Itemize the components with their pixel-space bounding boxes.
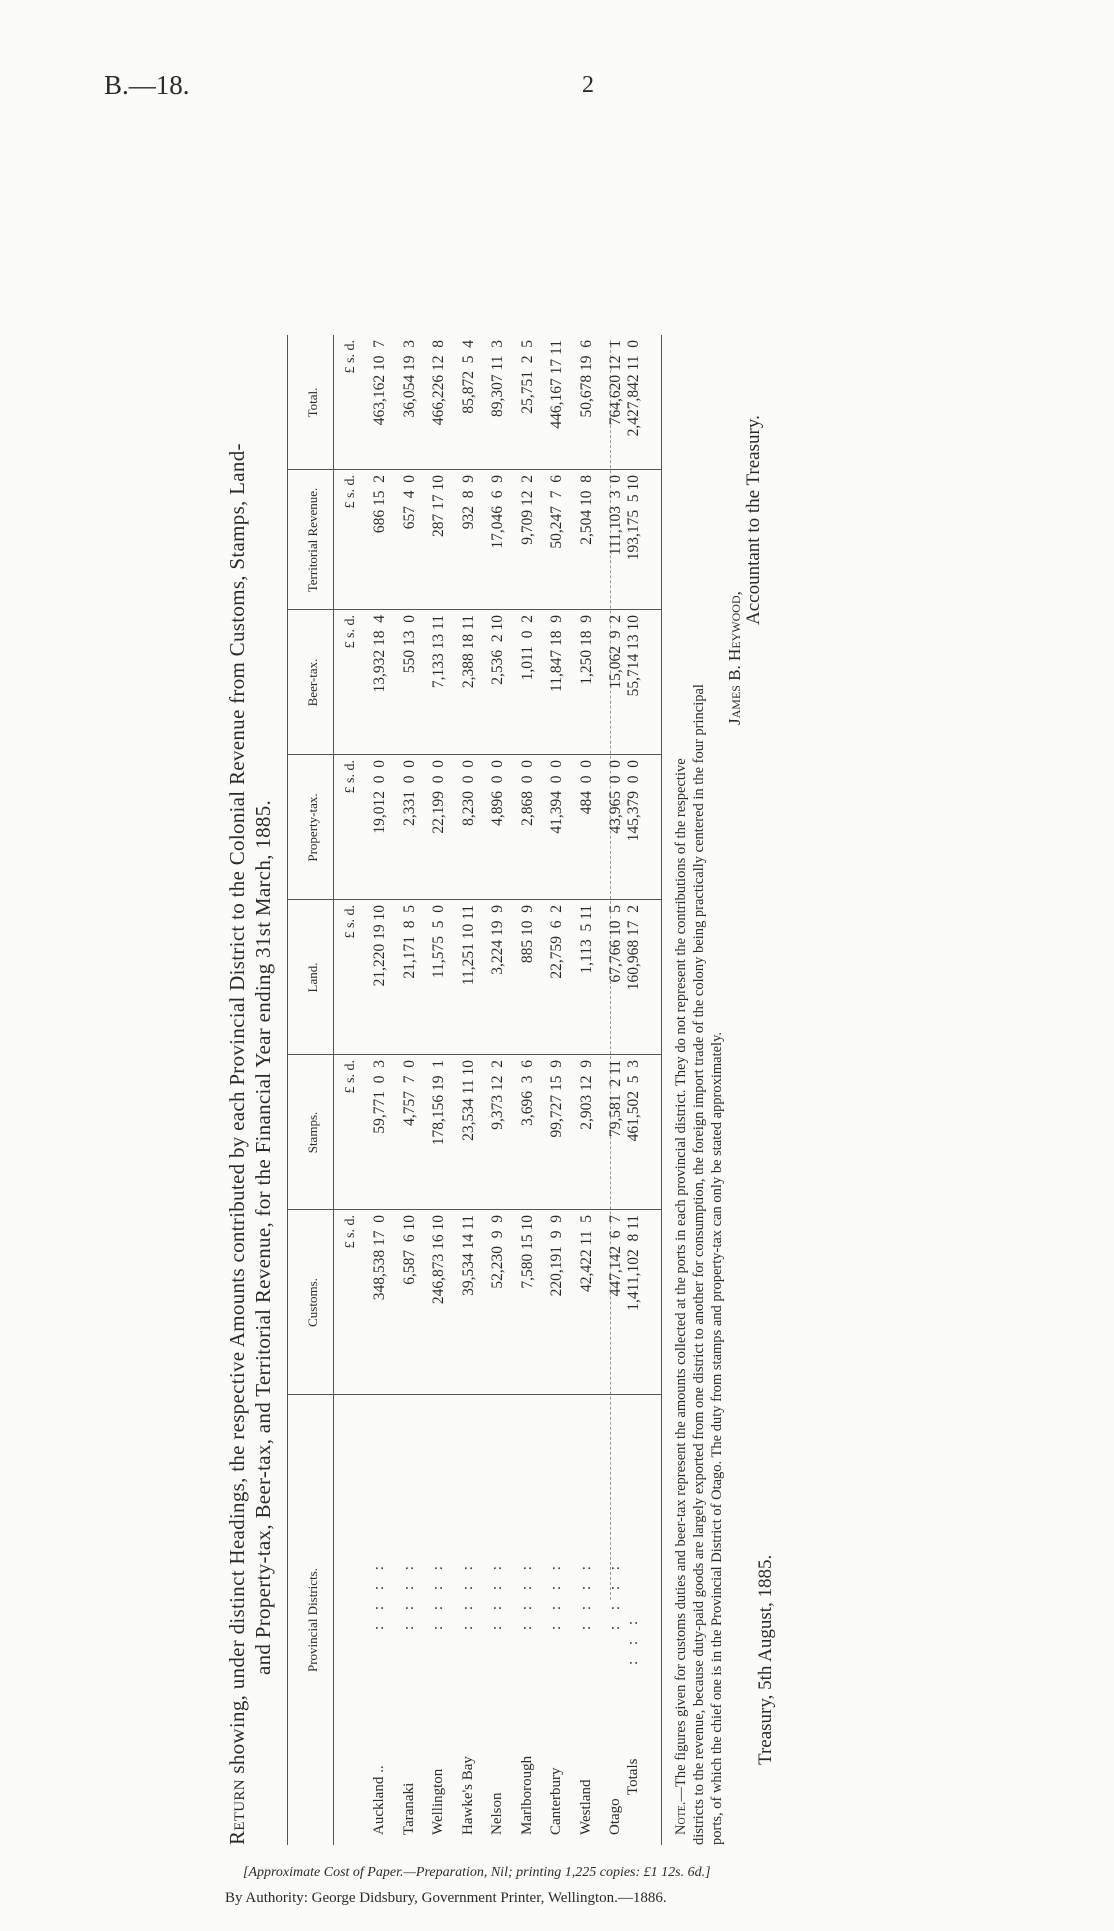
- table-cell: 4,757 7 0: [400, 1060, 418, 1126]
- signature-name: [725, 591, 745, 725]
- table-cell: 484 0 0: [577, 760, 595, 815]
- table-cell: 9,373 12 2: [489, 1060, 506, 1130]
- totals-cell: 160,968 17 2: [625, 905, 642, 991]
- district-name: Otago: [607, 1798, 623, 1835]
- note-line-2: districts to the revenue, because duty-paid goods are largely exported from one district to another for consumption, the foreign import trade of the colony being practically centered in the four principal: [691, 684, 707, 1845]
- table-cell: 220,191 9 9: [548, 1215, 565, 1297]
- table-top-rule: [287, 335, 288, 1845]
- leader-dots: : : :: [625, 1614, 641, 1665]
- page-number: 2: [582, 72, 594, 98]
- col-header-territorial: Territorial Revenue.: [305, 487, 320, 593]
- table-cell: 99,727 15 9: [548, 1060, 565, 1138]
- table-cell: 2,536 2 10: [489, 615, 506, 685]
- district-name: Marlborough: [518, 1755, 535, 1835]
- table-cell: 1,011 0 2: [518, 615, 536, 681]
- signature-name-text: James B. Heywood,: [725, 591, 744, 725]
- table-cell: 8,230 0 0: [459, 760, 477, 826]
- table-cell: 85,872 5 4: [459, 340, 477, 414]
- district-name: Canterbury: [548, 1767, 564, 1835]
- col-header-land: Land.: [305, 962, 320, 993]
- table-cell: 3,696 3 6: [518, 1060, 536, 1126]
- table-cell: 2,504 10 8: [577, 475, 595, 545]
- table-cell: 2,388 18 11: [459, 615, 477, 689]
- col-divider-1: [287, 1394, 661, 1395]
- table-cell: 2,331 0 0: [400, 760, 418, 826]
- table-cell: 1,250 18 9: [577, 615, 595, 685]
- unit-label: £ s. d.: [343, 760, 358, 794]
- district-name: Wellington: [430, 1768, 446, 1835]
- table-cell: 447,142 6 7: [607, 1215, 624, 1297]
- totals-cell: 145,379 0 0: [625, 760, 642, 842]
- table-cell: 23,534 11 10: [459, 1060, 477, 1141]
- totals-cell: 55,714 13 10: [625, 615, 642, 697]
- table-cell: 41,394 0 0: [548, 760, 565, 834]
- title-line-1-text: showing, under distinct Headings, the respective Amounts contributed by each Provincial District to the Colonial Revenue from Customs, Stamps, Land-: [225, 443, 249, 1780]
- table-cell: 2,868 0 0: [518, 760, 536, 826]
- district-name: Hawke's Bay: [459, 1756, 476, 1835]
- table-cell: 4,896 0 0: [489, 760, 506, 826]
- table-cell: 39,534 14 11: [459, 1215, 477, 1296]
- authority-text: By Authority: George Didsbury, Government Printer, Wellington.—1886.: [225, 1890, 667, 1906]
- table-cell: 22,199 0 0: [430, 760, 447, 834]
- table-cell: 19,012 0 0: [371, 760, 388, 834]
- leader-dots: : : : :: [548, 1560, 564, 1630]
- table-cell: 764,620 12 1: [607, 340, 624, 426]
- table-bottom-rule: [661, 335, 662, 1845]
- district-name: Nelson: [489, 1792, 505, 1835]
- col-header-beer-tax: Beer-tax.: [305, 658, 320, 707]
- table-cell: 52,230 9 9: [489, 1215, 506, 1289]
- table-cell: 550 13 0: [400, 615, 418, 674]
- signature-title: Accountant to the Treasury.: [743, 415, 764, 625]
- table-cell: 885 10 9: [518, 905, 536, 964]
- leader-dots: : : : :: [607, 1560, 623, 1630]
- table-cell: 50,247 7 6: [548, 475, 565, 549]
- district-name: Auckland ..: [371, 1765, 387, 1835]
- table-cell: 67,766 10 5: [607, 905, 624, 983]
- table-cell: 686 15 2: [371, 475, 388, 534]
- col-header-property-tax: Property-tax.: [305, 793, 320, 862]
- table-cell: 13,932 18 4: [371, 615, 388, 693]
- table-cell: 287 17 10: [430, 475, 447, 537]
- table-cell: 9,709 12 2: [518, 475, 536, 545]
- table-cell: 59,771 0 3: [371, 1060, 388, 1134]
- leader-dots: : : : :: [489, 1560, 505, 1630]
- table-cell: 11,575 5 0: [430, 905, 447, 979]
- table-cell: 2,903 12 9: [577, 1060, 595, 1130]
- table-cell: 11,251 10 11: [459, 905, 477, 986]
- note-line-3: ports, of which the chief one is in the Provincial District of Otago. The duty from stamps and property-tax can only be stated approximately.: [709, 1031, 725, 1845]
- col-header-total: Total.: [305, 387, 320, 418]
- col-header-stamps: Stamps.: [305, 1111, 320, 1154]
- unit-label: £ s. d.: [343, 475, 358, 509]
- leader-dots: : : : :: [577, 1560, 594, 1630]
- totals-cell: 193,175 5 10: [625, 475, 642, 561]
- unit-label: £ s. d.: [343, 340, 358, 374]
- leader-dots: : : : :: [459, 1560, 476, 1630]
- totals-label: Totals: [625, 1758, 641, 1795]
- title-line-1: Return showing, under distinct Headings, the respective Amounts contributed by each Provincial District to the Colonial Revenue from Customs, Stamps, Land-: [225, 443, 249, 1845]
- table-cell: 79,581 2 11: [607, 1060, 624, 1137]
- unit-label: £ s. d.: [343, 1215, 358, 1249]
- table-cell: 89,307 11 3: [489, 340, 506, 417]
- table-cell: 463,162 10 7: [371, 340, 388, 426]
- date-line: Treasury, 5th August, 1885.: [755, 1554, 776, 1765]
- table-cell: 22,759 6 2: [548, 905, 565, 979]
- table-cell: 466,226 12 8: [430, 340, 447, 426]
- col-header-district: Provincial Districts.: [305, 1568, 320, 1672]
- table-cell: 36,054 19 3: [400, 340, 418, 418]
- table-cell: 11,847 18 9: [548, 615, 565, 692]
- totals-cell: 461,502 5 3: [625, 1060, 642, 1142]
- table-cell: 21,171 8 5: [400, 905, 418, 979]
- table-cell: 3,224 19 9: [489, 905, 506, 975]
- table-cell: 43,965 0 0: [607, 760, 624, 834]
- table-cell: 178,156 19 1: [430, 1060, 447, 1146]
- table-cell: 1,113 5 11: [577, 905, 595, 974]
- document-code: B.—18.: [104, 70, 190, 100]
- unit-label: £ s. d.: [343, 1060, 358, 1094]
- table-cell: 932 8 9: [459, 475, 477, 530]
- table-cell: 111,103 3 0: [607, 475, 624, 556]
- table-cell: 446,167 17 11: [548, 340, 565, 429]
- leader-dots: : : : :: [371, 1560, 387, 1630]
- table-cell: 50,678 19 6: [577, 340, 595, 418]
- col-header-customs: Customs.: [305, 1278, 320, 1327]
- table-cell: 7,133 13 11: [430, 615, 447, 689]
- leader-dots: : : : :: [518, 1560, 535, 1630]
- table-cell: 348,538 17 0: [371, 1215, 388, 1301]
- table-header-rule: [333, 335, 334, 1845]
- table-cell: 657 4 0: [400, 475, 418, 530]
- table-cell: 246,873 16 10: [430, 1215, 447, 1305]
- unit-label: £ s. d.: [343, 905, 358, 939]
- table-cell: 15,062 9 2: [607, 615, 624, 689]
- leader-dots: : : : :: [430, 1560, 446, 1630]
- note-line-1: Note.—The figures given for customs duties and beer-tax represent the amounts collected at the ports in each provincial district. They do not represent the contributions of the respective: [673, 758, 689, 1835]
- table-cell: 25,751 2 5: [518, 340, 536, 414]
- authority-footer: [225, 1890, 667, 1907]
- rotated-return-table: [225, 155, 1025, 1855]
- table-cell: 42,422 11 5: [577, 1215, 595, 1292]
- table-cell: 6,587 6 10: [400, 1215, 418, 1285]
- totals-cell: 2,427,842 11 0: [625, 340, 642, 437]
- district-name: Westland: [577, 1779, 594, 1835]
- leader-dots: : : : :: [400, 1560, 417, 1630]
- table-cell: 17,046 6 9: [489, 475, 506, 549]
- table-cell: 21,220 19 10: [371, 905, 388, 987]
- cost-footer: [Approximate Cost of Paper.—Preparation, Nil; printing 1,225 copies: £1 12s. 6d.]: [243, 1865, 711, 1880]
- district-name: Taranaki: [400, 1782, 417, 1835]
- unit-label: £ s. d.: [343, 615, 358, 649]
- title-line-2: and Property-tax, Beer-tax, and Territorial Revenue, for the Financial Year ending 31st March, 1885.: [251, 799, 275, 1675]
- totals-cell: 1,411,102 8 11: [625, 1215, 642, 1311]
- table-cell: 7,580 15 10: [518, 1215, 536, 1289]
